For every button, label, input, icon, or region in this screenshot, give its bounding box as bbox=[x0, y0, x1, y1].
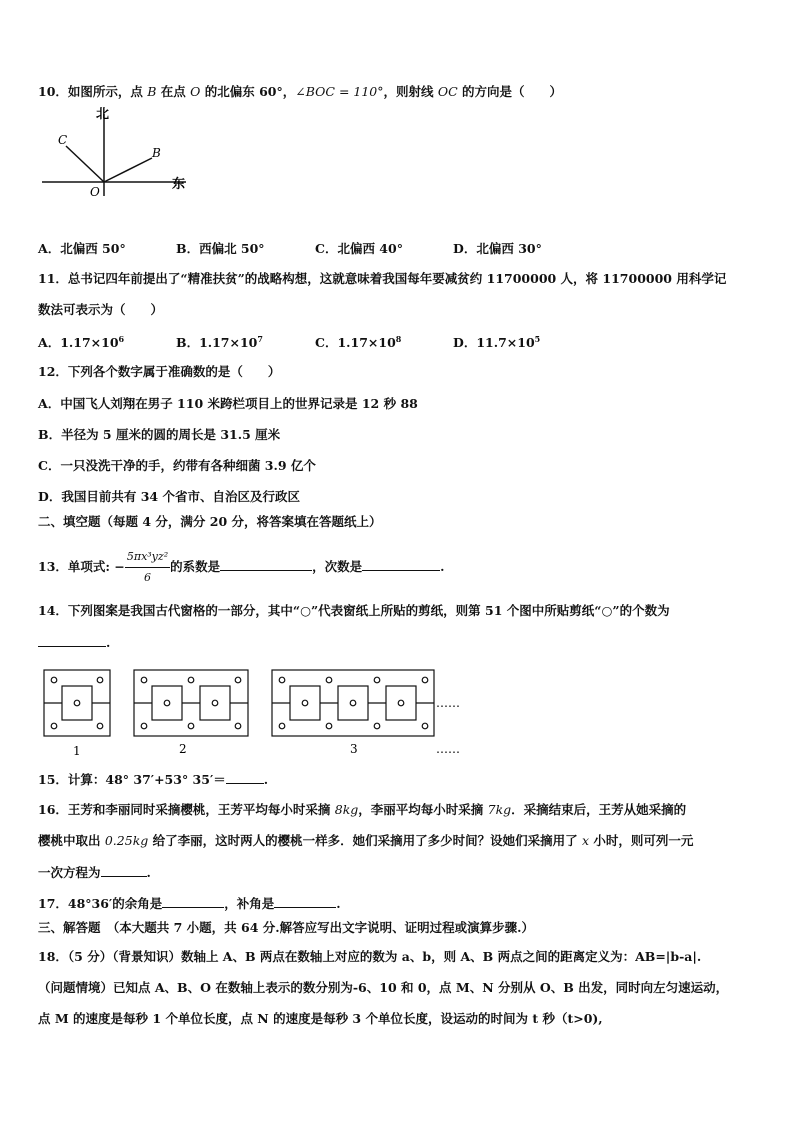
q15: 15．计算：48° 37′+53° 35′＝ . bbox=[38, 772, 269, 787]
q11-line2: 数法可表示为（ ） bbox=[38, 302, 164, 317]
q10-stem: 10．如图所示，点 B 在点 O 的北偏东 60°，∠BOC = 110°，则射线 OC 的方向是（ ） bbox=[38, 84, 563, 99]
q10-option-d: D．北偏西 30° bbox=[453, 241, 542, 256]
q17-blank-complement[interactable] bbox=[162, 895, 224, 908]
q15-blank[interactable] bbox=[226, 771, 264, 784]
q16-blank[interactable] bbox=[101, 864, 147, 877]
q16-line2: 樱桃中取出 0.25kg 给了李丽，这时两人的樱桃一样多．她们采摘用了多少时间？设她们采摘用了 x 小时，则可列一元 bbox=[38, 833, 694, 848]
q14-line2: . bbox=[38, 634, 110, 651]
q10-option-a: A．北偏西 50° bbox=[38, 241, 126, 256]
q11-option-d: D．$11.7\times 10^5$ bbox=[453, 333, 541, 350]
figure-label-1: 1 bbox=[73, 744, 81, 758]
q14-blank[interactable] bbox=[38, 634, 106, 647]
q11-option-a: A．$1.17\times 10^6$ bbox=[38, 333, 125, 350]
ellipsis-top: …… bbox=[436, 696, 460, 710]
var-oc: OC bbox=[437, 84, 458, 99]
q10-direction-figure bbox=[38, 104, 198, 204]
q16-line1: 16．王芳和李丽同时采摘樱桃，王芳平均每小时采摘 8kg，李丽平均每小时采摘 7kg．采摘结束后，王芳从她采摘的 bbox=[38, 802, 687, 817]
q12-option-d: D．我国目前共有 34 个省市、自治区及行政区 bbox=[38, 489, 300, 504]
q13-fraction: $\frac{\text{5πx³yz²}}{6}$ bbox=[125, 547, 170, 588]
var-b: B bbox=[147, 84, 157, 99]
north-label: 北 bbox=[96, 107, 110, 122]
q11-option-b: B．$1.17\times 10^7$ bbox=[176, 333, 263, 350]
q10-option-b: B．西偏北 50° bbox=[176, 241, 265, 256]
q12-option-c: C．一只没洗干净的手，约带有各种细菌 3.9 亿个 bbox=[38, 458, 316, 473]
q10-option-c: C．北偏西 40° bbox=[315, 241, 403, 256]
q14-window-patterns bbox=[40, 666, 470, 761]
q13-blank-coefficient[interactable] bbox=[220, 558, 312, 571]
q17: 17．48°36′的余角是 ，补角是 . bbox=[38, 896, 341, 911]
q11-line1: 11．总书记四年前提出了“精准扶贫”的战略构想，这就意味着我国每年要减贫约 11700000 人，将 11700000 用科学记 bbox=[38, 271, 727, 286]
q12-option-b: B．半径为 5 厘米的圆的周长是 31.5 厘米 bbox=[38, 427, 281, 442]
angle-expr: ∠BOC = 110° bbox=[295, 84, 384, 99]
ellipsis-bottom: …… bbox=[436, 742, 460, 756]
q12-option-a: A．中国飞人刘翔在男子 110 米跨栏项目上的世界记录是 12 秒 88 bbox=[38, 396, 418, 411]
q17-blank-supplement[interactable] bbox=[274, 895, 336, 908]
var-o: O bbox=[190, 84, 201, 99]
q14-line1: 14．下列图案是我国古代窗格的一部分，其中“○”代表窗纸上所贴的剪纸，则第 51 个图中所贴剪纸“○”的个数为 bbox=[38, 603, 670, 618]
q18-line2: （问题情境）已知点 A、B、O 在数轴上表示的数分别为-6、10 和 0，点 M、N 分别从 O、B 出发，同时向左匀速运动， bbox=[38, 980, 729, 995]
q18-line1: 18．（5 分）（背景知识）数轴上 A、B 两点在数轴上对应的数为 a、b，则 A、B 两点之间的距离定义为：AB=|b-a|. bbox=[38, 949, 702, 964]
q18-line3: 点 M 的速度是每秒 1 个单位长度，点 N 的速度是每秒 3 个单位长度，设运动的时间为 t 秒（t>0), bbox=[38, 1011, 603, 1026]
section-2-heading: 二、填空题（每题 4 分，满分 20 分，将答案填在答题纸上） bbox=[38, 514, 382, 529]
figure-label-3: 3 bbox=[350, 742, 358, 756]
point-c-label: C bbox=[58, 133, 68, 147]
q11-option-c: C．$1.17\times 10^8$ bbox=[315, 333, 402, 350]
figure-label-2: 2 bbox=[179, 742, 187, 756]
point-b-label: B bbox=[152, 146, 161, 160]
q13: 13．单项式: − $\frac{\text{5πx³yz²}}{6}$ 的系数是 ，次数是 . bbox=[38, 547, 445, 588]
east-label: 东 bbox=[172, 177, 186, 192]
q13-blank-degree[interactable] bbox=[362, 558, 440, 571]
point-o-label: O bbox=[90, 185, 100, 199]
q16-line3: 一次方程为 . bbox=[38, 865, 151, 880]
section-3-heading: 三、解答题 （本大题共 7 小题，共 64 分.解答应写出文字说明、证明过程或演算步骤.） bbox=[38, 920, 534, 935]
q12-stem: 12．下列各个数字属于准确数的是（ ） bbox=[38, 364, 281, 379]
